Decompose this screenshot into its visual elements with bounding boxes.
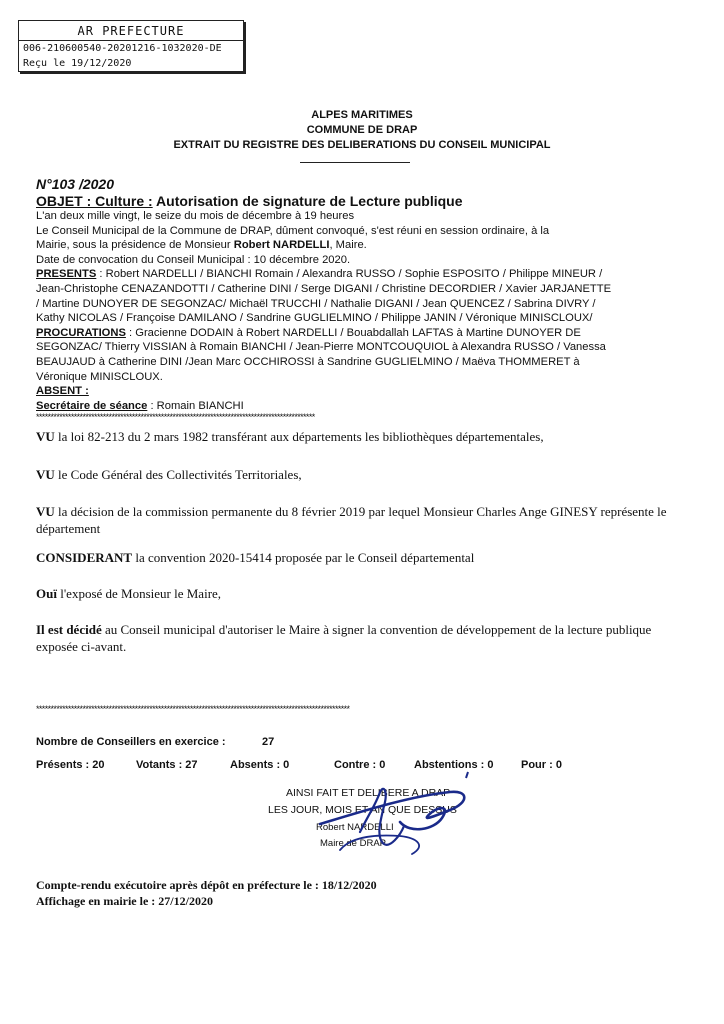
header-registry: EXTRAIT DU REGISTRE DES DELIBERATIONS DU CONSEIL MUNICIPAL xyxy=(173,139,551,151)
signature-name: Robert NARDELLI xyxy=(316,822,394,833)
vu-loi-label: VU xyxy=(36,429,55,444)
vu-loi-text: la loi 82-213 du 2 mars 1982 transférant aux départements les bibliothèques départementales, xyxy=(54,429,544,444)
oui-expose xyxy=(36,585,686,602)
votes-absents: Absents : 0 xyxy=(230,759,290,771)
signature-line-2: LES JOUR, MOIS ET AN QUE DESSUS xyxy=(268,804,457,816)
vu-decision xyxy=(36,503,686,537)
presents-line-2: Jean-Christophe CENAZANDOTTI / Catherine DINI / Serge DIGANI / Christine DECORDIER / Xavier JARJANETTE xyxy=(36,282,612,295)
vu-code-label: VU xyxy=(36,467,55,482)
footer-info xyxy=(36,877,377,909)
signature-line-1: AINSI FAIT ET DELIBERE A DRAP xyxy=(286,787,451,799)
procurations-line-4: Véronique MINISCLOUX. xyxy=(36,370,163,383)
objet-label: OBJET : Culture : xyxy=(36,193,153,209)
votes-abstentions: Abstentions : 0 xyxy=(414,759,494,771)
secretaire-value: : Romain BIANCHI xyxy=(147,399,244,412)
conseillers-label: Nombre de Conseillers en exercice : xyxy=(36,736,226,748)
vu-code xyxy=(36,466,686,483)
convocation-date: Date de convocation du Conseil Municipal : 10 décembre 2020. xyxy=(36,253,351,266)
header-department: ALPES MARITIMES xyxy=(311,109,413,121)
header-divider xyxy=(300,162,410,163)
votes-pour: Pour : 0 xyxy=(521,759,562,771)
conseillers-value: 27 xyxy=(262,736,275,748)
considerant-label: CONSIDERANT xyxy=(36,550,133,565)
prefecture-stamp xyxy=(18,20,244,72)
stamp-received: Reçu le 19/12/2020 xyxy=(23,58,132,69)
considerant xyxy=(36,549,686,566)
objet-title: Autorisation de signature de Lecture publique xyxy=(156,193,463,209)
presents-line-1 xyxy=(36,267,686,282)
presents-line-3: / Martine DUNOYER DE SEGONZAC/ Michaël TRUCCHI / Nathalie DIGANI / Jean QUENCEZ / Sabrina DIVRY / xyxy=(36,297,596,310)
deliberation-body xyxy=(36,428,686,668)
considerant-text: la convention 2020-15414 proposée par le Conseil départemental xyxy=(132,550,475,565)
vu-decision-label: VU xyxy=(36,504,55,519)
stamp-title: AR PREFECTURE xyxy=(19,21,243,41)
council-line-1: Le Conseil Municipal de la Commune de DRAP, dûment convoqué, s'est réuni en session ordinaire, à la xyxy=(36,224,550,237)
decision-text: au Conseil municipal d'autoriser le Maire à signer la convention de développement de la lecture publique exposée ci-avant. xyxy=(36,622,652,654)
date-line: L'an deux mille vingt, le seize du mois de décembre à 19 heures xyxy=(36,210,355,222)
absent-line xyxy=(36,384,686,399)
votes-votants: Votants : 27 xyxy=(136,759,198,771)
presents-label: PRESENTS xyxy=(36,268,97,281)
compte-rendu-line: Compte-rendu exécutoire après dépôt en préfecture le : 18/12/2020 xyxy=(36,878,377,892)
preamble xyxy=(36,209,686,413)
procurations-text-1: : Gracienne DODAIN à Robert NARDELLI / Bouabdallah LAFTAS à Martine DUNOYER DE xyxy=(125,326,581,339)
oui-text: l'exposé de Monsieur le Maire, xyxy=(56,586,222,601)
header-commune: COMMUNE DE DRAP xyxy=(306,124,418,136)
presents-text-1: : Robert NARDELLI / BIANCHI Romain / Alexandra RUSSO / Sophie ESPOSITO / Philippe MINEUR / xyxy=(96,268,603,281)
separator-top: ************************************************************************************************ xyxy=(36,412,315,422)
procurations-line-3: BEAUJAUD à Catherine DINI /Jean Marc OCCHIROSSI à Sandrine GUGLIELMINO / Maëva THOMMERET à xyxy=(36,355,580,368)
affichage-line: Affichage en mairie le : 27/12/2020 xyxy=(36,894,213,908)
absent-label: ABSENT : xyxy=(36,385,89,398)
procurations-label: PROCURATIONS xyxy=(36,326,126,339)
votes-presents: Présents : 20 xyxy=(36,759,105,771)
objet-line xyxy=(36,193,463,209)
votes-contre: Contre : 0 xyxy=(334,759,386,771)
vu-loi xyxy=(36,428,686,445)
separator-bottom: ************************************************************************************************************ xyxy=(36,704,350,714)
secretaire-label: Secrétaire de séance xyxy=(36,399,148,412)
deliberation-number: N°103 /2020 xyxy=(36,176,114,192)
presents-line-4: Kathy NICOLAS / Françoise DAMILANO / Sandrine GUGLIELMINO / Philippe JANIN / Véronique MINISCLOUX/ xyxy=(36,312,593,325)
stamp-id: 006-210600540-20201216-1032020-DE xyxy=(23,43,222,54)
vu-code-text: le Code Général des Collectivités Territoriales, xyxy=(54,467,302,482)
president-name: Robert NARDELLI xyxy=(233,239,330,252)
vu-decision-text: la décision de la commission permanente du 8 février 2019 par lequel Monsieur Charles Ange GINESY représente le département xyxy=(36,504,667,536)
oui-label: Ouï xyxy=(36,586,57,601)
council-line-2 xyxy=(36,238,686,253)
procurations-line-1 xyxy=(36,326,686,341)
handwritten-signature xyxy=(300,762,480,862)
document-header xyxy=(0,108,724,153)
decision-label: Il est décidé xyxy=(36,622,102,637)
decision xyxy=(36,621,686,655)
council-line-2-post: , Maire. xyxy=(329,239,367,252)
procurations-line-2: SEGONZAC/ Thierry VISSIAN à Romain BIANCHI / Jean-Pierre MONTCOUQUIOL à Alexandra RUSSO / Vanessa xyxy=(36,341,606,354)
signature-title: Maire de DRAP xyxy=(320,838,386,849)
council-line-2-pre: Mairie, sous la présidence de Monsieur xyxy=(36,239,234,252)
